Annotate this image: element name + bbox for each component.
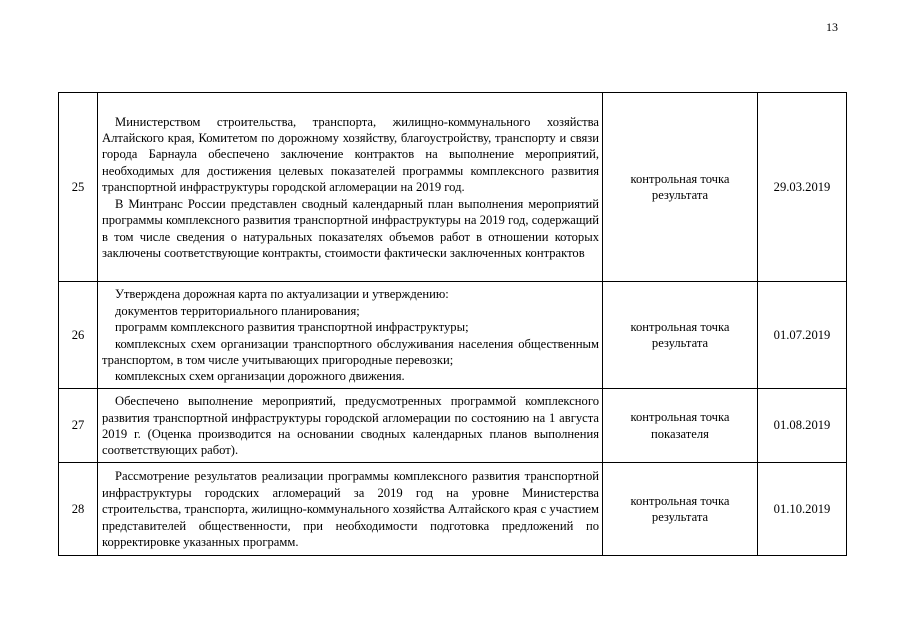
row-date: 01.08.2019	[758, 389, 847, 463]
row-description	[98, 93, 603, 282]
description-paragraph: Обеспечено выполнение мероприятий, предусмотренных программой комплексного развития транспортной инфраструктуры городской агломерации по состоянию на 1 августа 2019 г. (Оценка производится на основании сводных календарных планов выполнения соответствующих работ).	[102, 394, 599, 458]
page-number: 13	[826, 20, 838, 34]
row-date: 01.07.2019	[758, 282, 847, 389]
row-description	[98, 389, 603, 463]
description-list-item: комплексных схем организации транспортного обслуживания населения общественным транспортом, в том числе учитывающих пригородные перевозки;	[102, 336, 599, 367]
row-number: 27	[59, 389, 98, 463]
description-paragraph: В Минтранс России представлен сводный календарный план выполнения мероприятий программы комплексного развития транспортной инфраструктуры на 2019 год, содержащий в том числе сведения о натуральных показателях объемов работ в отношении которых заключены соответствующие контракты, стоимости фактически заключенных контрактов	[102, 196, 599, 260]
table-row	[59, 463, 847, 556]
row-description	[98, 282, 603, 389]
row-date: 29.03.2019	[758, 93, 847, 282]
row-description	[98, 463, 603, 556]
table-row	[59, 93, 847, 282]
description-paragraph: Министерством строительства, транспорта, жилищно-коммунального хозяйства Алтайского края, Комитетом по дорожному хозяйству, благоустройству, транспорту и связи города Барнаула обеспечено заключение контрактов на выполнение мероприятий, необходимых для достижения целевых показателей программы комплексного развития транспортной инфраструктуры городской агломерации на 2019 год.	[102, 114, 599, 195]
row-number: 25	[59, 93, 98, 282]
row-number: 26	[59, 282, 98, 389]
table-row	[59, 282, 847, 389]
description-paragraph: Рассмотрение результатов реализации программы комплексного развития транспортной инфраструктуры городских агломераций за 2019 год на уровне Министерства строительства, транспорта, жилищно-коммунального хозяйства Алтайского края с участием представителей общественности, при необходимости подготовка предложений по корректировке указанных программ.	[102, 469, 599, 550]
description-list-item: программ комплексного развития транспортной инфраструктуры;	[115, 320, 469, 335]
description-paragraph: Утверждена дорожная карта по актуализации и утверждению:	[115, 287, 449, 302]
description-list-item: комплексных схем организации дорожного движения.	[115, 369, 405, 384]
row-type: контрольная точка показателя	[603, 389, 758, 463]
table-row	[59, 389, 847, 463]
row-number: 28	[59, 463, 98, 556]
control-points-table	[58, 92, 847, 556]
row-type: контрольная точка результата	[603, 93, 758, 282]
row-type: контрольная точка результата	[603, 282, 758, 389]
row-type: контрольная точка результата	[603, 463, 758, 556]
row-date: 01.10.2019	[758, 463, 847, 556]
description-list-item: документов территориального планирования;	[115, 303, 360, 318]
